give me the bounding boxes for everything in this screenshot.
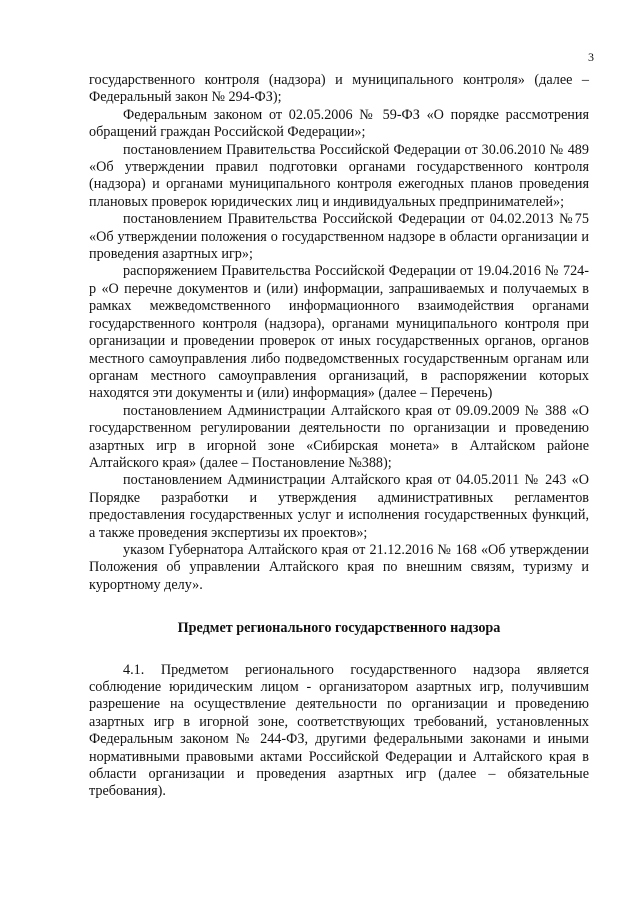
body-paragraph: распоряжением Правительства Российской Федерации от 19.04.2016 № 724-р «О перечне документов и (или) информации, запрашиваемых и получаемых в рамках межведомственного информационного взаимодействия органами государственного контроля (надзора), органами муниципального контроля при организации и проведении проверок от иных государственных органов, органов местного самоуправления либо подведомственных государственным органам или органам местного самоуправления организаций, в распоряжении которых находятся эти документы и (или) информация» (далее – Перечень)	[89, 263, 589, 402]
body-paragraph: постановлением Администрации Алтайского края от 09.09.2009 № 388 «О государственном регулировании деятельности по организации и проведению азартных игр в игорной зоне «Сибирская монета» в Алтайском районе Алтайского края» (далее – Постановление №388);	[89, 402, 589, 471]
body-paragraph: указом Губернатора Алтайского края от 21.12.2016 № 168 «Об утверждении Положения об управлении Алтайского края по внешним связям, туризму и курортному делу».	[89, 541, 589, 593]
page-number: 3	[588, 50, 594, 64]
body-paragraph: 4.1. Предметом регионального государственного надзора является соблюдение юридическим лицом - организатором азартных игр, получившим разрешение на осуществление деятельности по организации и проведению азартных игр в игорной зоне, соответствующих требований, установленных Федеральным законом № 244-ФЗ, другими федеральными законами и иными нормативными правовыми актами Российской Федерации и Алтайского края в области организации и проведения азартных игр (далее – обязательные требования).	[89, 661, 589, 800]
body-paragraph: постановлением Администрации Алтайского края от 04.05.2011 № 243 «О Порядке разработки и утверждения административных регламентов предоставления государственных услуг и исполнения государственных функций, а также проведения экспертизы их проектов»;	[89, 472, 589, 541]
body-paragraph: государственного контроля (надзора) и муниципального контроля» (далее – Федеральный закон № 294-ФЗ);	[89, 72, 589, 106]
body-paragraph: Федеральным законом от 02.05.2006 № 59-ФЗ «О порядке рассмотрения обращений граждан Российской Федерации»;	[89, 106, 589, 141]
subject-section	[89, 662, 589, 801]
document-body	[89, 72, 589, 801]
body-paragraph: постановлением Правительства Российской Федерации от 30.06.2010 № 489 «Об утверждении правил подготовки органами государственного контроля (надзора) и органами муниципального контроля ежегодных планов проведения плановых проверок юридических лиц и индивидуальных предпринимателей»;	[89, 141, 589, 210]
body-paragraph: постановлением Правительства Российской Федерации от 04.02.2013 №75 «Об утверждении положения о государственном надзоре в области организации и проведения азартных игр»;	[89, 211, 589, 263]
section-heading: Предмет регионального государственного надзора	[177, 620, 501, 637]
legal-basis-list	[89, 72, 589, 594]
